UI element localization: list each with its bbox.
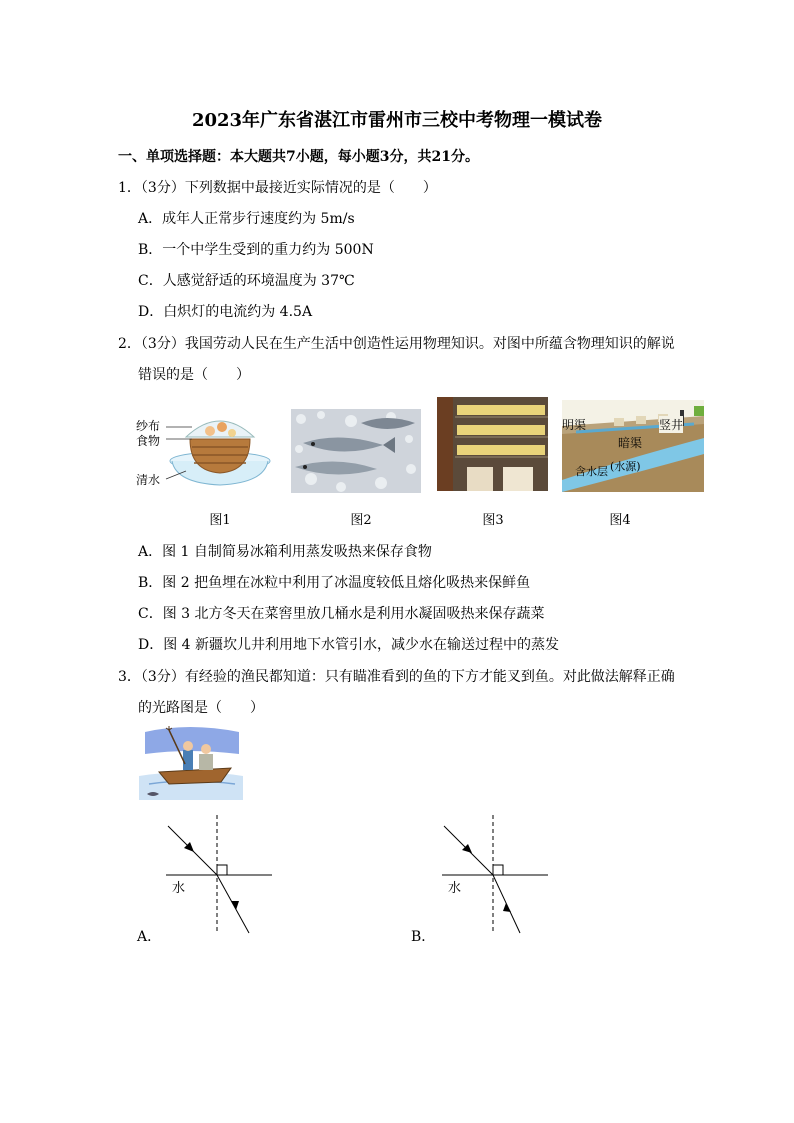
question-3-stem-line2: 的光路图是（ ） xyxy=(138,700,264,716)
fig4-label-shaft: 竖井 xyxy=(659,418,684,432)
option-a-label: A． xyxy=(137,929,162,945)
diagram-b-water-label: 水 xyxy=(448,881,462,896)
section-heading: 一、单项选择题：本大题共7小题，每小题3分，共21分。 xyxy=(118,149,479,165)
figure-4-karez xyxy=(562,400,704,492)
question-1-option-d: D．白炽灯的电流约为 4.5A xyxy=(138,304,313,320)
question-2-stem-line2: 错误的是（ ） xyxy=(138,367,250,383)
question-1-option-a: A．成年人正常步行速度约为 5m/s xyxy=(138,211,355,227)
light-path-diagram-a xyxy=(150,815,280,940)
light-path-diagram-b xyxy=(426,815,556,940)
question-1-option-c: C．人感觉舒适的环境温度为 37℃ xyxy=(138,273,355,289)
question-2-option-c: C．图 3 北方冬天在菜窖里放几桶水是利用水凝固吸热来保存蔬菜 xyxy=(138,606,545,622)
fig1-label-food: 食物 xyxy=(136,434,161,448)
figure-4-caption: 图4 xyxy=(609,513,631,528)
figure-2-fish-on-ice xyxy=(291,409,421,493)
question-1-option-b: B．一个中学生受到的重力约为 500N xyxy=(138,242,374,258)
option-b-label: B． xyxy=(411,929,436,945)
fig4-label-hidden-channel: 暗渠 xyxy=(618,436,643,450)
figure-2-caption: 图2 xyxy=(350,513,372,528)
page-title: 2023年广东省湛江市雷州市三校中考物理一模试卷 xyxy=(191,110,603,131)
figure-3-cellar xyxy=(437,397,548,491)
question-2-option-a: A．图 1 自制简易冰箱利用蒸发吸热来保存食物 xyxy=(138,544,432,560)
fisherman-illustration xyxy=(139,724,243,800)
figure-1-caption: 图1 xyxy=(209,513,231,528)
question-1-stem: 1．（3分）下列数据中最接近实际情况的是（ ） xyxy=(118,180,437,196)
question-2-option-d: D．图 4 新疆坎儿井利用地下水管引水，减少水在输送过程中的蒸发 xyxy=(138,637,560,653)
fig4-label-aquifer: 含水层 xyxy=(575,465,608,478)
question-3-stem-line1: 3．（3分）有经验的渔民都知道：只有瞄准看到的鱼的下方才能叉到鱼。对此做法解释正确 xyxy=(118,669,675,685)
figure-1-fridge xyxy=(136,405,276,495)
figure-3-caption: 图3 xyxy=(482,513,504,528)
question-2-stem-line1: 2．（3分）我国劳动人民在生产生活中创造性运用物理知识。对图中所蕴含物理知识的解说 xyxy=(118,336,675,352)
fig1-label-gauze: 纱布 xyxy=(136,419,161,433)
fig4-label-open-channel: 明渠 xyxy=(562,418,587,432)
fig1-label-water: 清水 xyxy=(136,473,161,487)
question-2-option-b: B．图 2 把鱼埋在冰粒中利用了冰温度较低且熔化吸热来保鲜鱼 xyxy=(138,575,531,591)
diagram-a-water-label: 水 xyxy=(172,881,186,896)
fig4-label-source: (水源) xyxy=(610,460,641,473)
